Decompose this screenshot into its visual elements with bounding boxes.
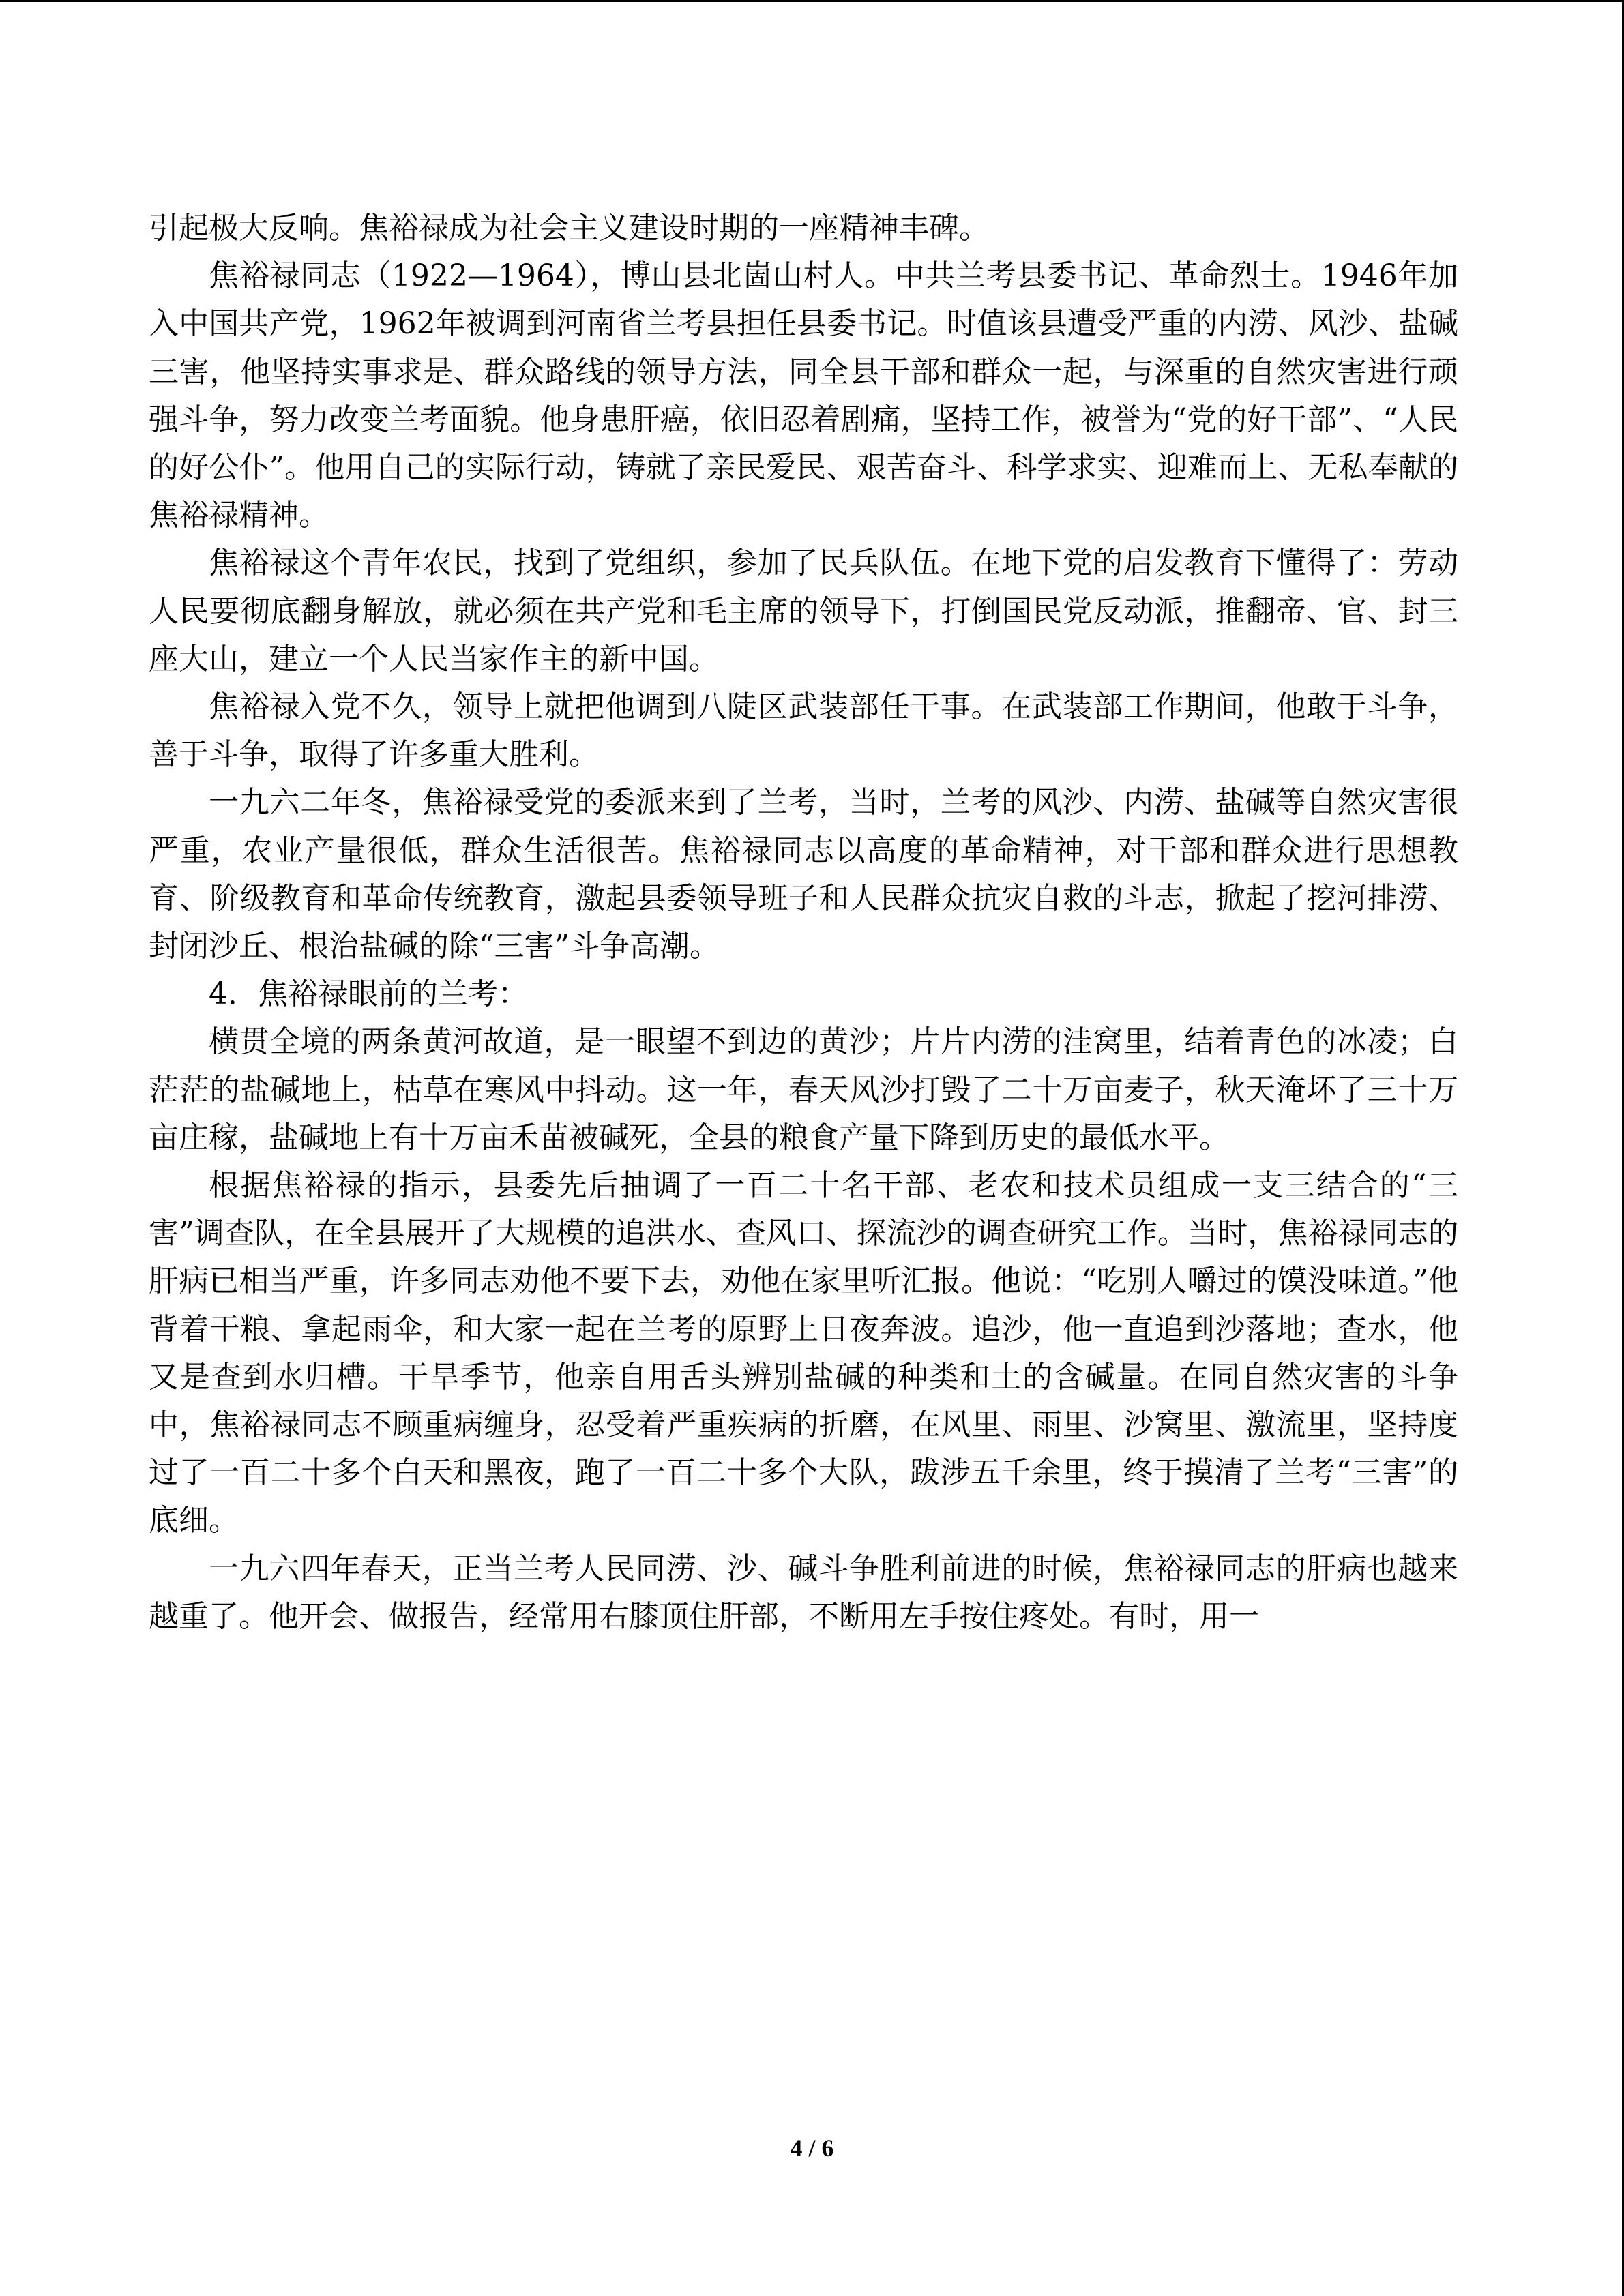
page-number: 4 / 6 bbox=[790, 2134, 834, 2162]
paragraph-young-farmer: 焦裕禄这个青年农民，找到了党组织，参加了民兵队伍。在地下党的启发教育下懂得了：劳动人民要彻底翻身解放，就必须在共产党和毛主席的领导下，打倒国民党反动派，推翻帝、官、封三座大山，建立一个人民当家作主的新中国。 bbox=[149, 546, 1458, 676]
paragraph-investigation: 根据焦裕禄的指示，县委先后抽调了一百二十名干部、老农和技术员组成一支三结合的“三害”调查队，在全县展开了大规模的追洪水、查风口、探流沙的调查研究工作。当时，焦裕禄同志的肝病已相当严重，许多同志劝他不要下去，劝他在家里听汇报。他说：“吃别人嚼过的馍没味道。”他背着干粮、拿起雨伞，和大家一起在兰考的原野上日夜奔波。追沙，他一直追到沙落地；查水，他又是查到水归槽。干旱季节，他亲自用舌头辨别盐碱的种类和土的含碱量。在同自然灾害的斗争中，焦裕禄同志不顾重病缠身，忍受着严重疾病的折磨，在风里、雨里、沙窝里、激流里，坚持度过了一百二十多个白天和黑夜，跑了一百二十多个大队，跋涉五千余里，终于摸清了兰考“三害”的底细。 bbox=[149, 1168, 1458, 1538]
paragraph-lankao-scene: 横贯全境的两条黄河故道，是一眼望不到边的黄沙；片片内涝的洼窝里，结着青色的冰凌；白茫茫的盐碱地上，枯草在寒风中抖动。这一年，春天风沙打毁了二十万亩麦子，秋天淹坏了三十万亩庄稼，盐碱地上有十万亩禾苗被碱死，全县的粮食产量下降到历史的最低水平。 bbox=[149, 1024, 1458, 1155]
document-body bbox=[149, 205, 1458, 1641]
paragraph-party-entry: 焦裕禄入党不久，领导上就把他调到八陡区武装部任干事。在武装部工作期间，他敢于斗争，善于斗争，取得了许多重大胜利。 bbox=[149, 689, 1458, 773]
paragraph-continuation: 引起极大反响。焦裕禄成为社会主义建设时期的一座精神丰碑。 bbox=[149, 211, 989, 245]
page-top-border bbox=[0, 0, 1624, 2]
paragraph-1962-winter: 一九六二年冬，焦裕禄受党的委派来到了兰考，当时，兰考的风沙、内涝、盐碱等自然灾害很严重，农业产量很低，群众生活很苦。焦裕禄同志以高度的革命精神，对干部和群众进行思想教育、阶级教育和革命传统教育，激起县委领导班子和人民群众抗灾自救的斗志，掀起了挖河排涝、封闭沙丘、根治盐碱的除“三害”斗争高潮。 bbox=[149, 785, 1458, 964]
paragraph-1964-spring: 一九六四年春天，正当兰考人民同涝、沙、碱斗争胜利前进的时候，焦裕禄同志的肝病也越来越重了。他开会、做报告，经常用右膝顶住肝部，不断用左手按住疼处。有时，用一 bbox=[149, 1551, 1458, 1634]
paragraph-biography: 焦裕禄同志（1922—1964），博山县北崮山村人。中共兰考县委书记、革命烈士。1946年加入中国共产党，1962年被调到河南省兰考县担任县委书记。时值该县遭受严重的内涝、风沙、盐碱三害，他坚持实事求是、群众路线的领导方法，同全县干部和群众一起，与深重的自然灾害进行顽强斗争，努力改变兰考面貌。他身患肝癌，依旧忍着剧痛，坚持工作，被誉为“党的好干部”、“人民的好公仆”。他用自己的实际行动，铸就了亲民爱民、艰苦奋斗、科学求实、迎难而上、无私奉献的焦裕禄精神。 bbox=[149, 258, 1458, 533]
section-heading-4: 4．焦裕禄眼前的兰考： bbox=[209, 976, 528, 1012]
